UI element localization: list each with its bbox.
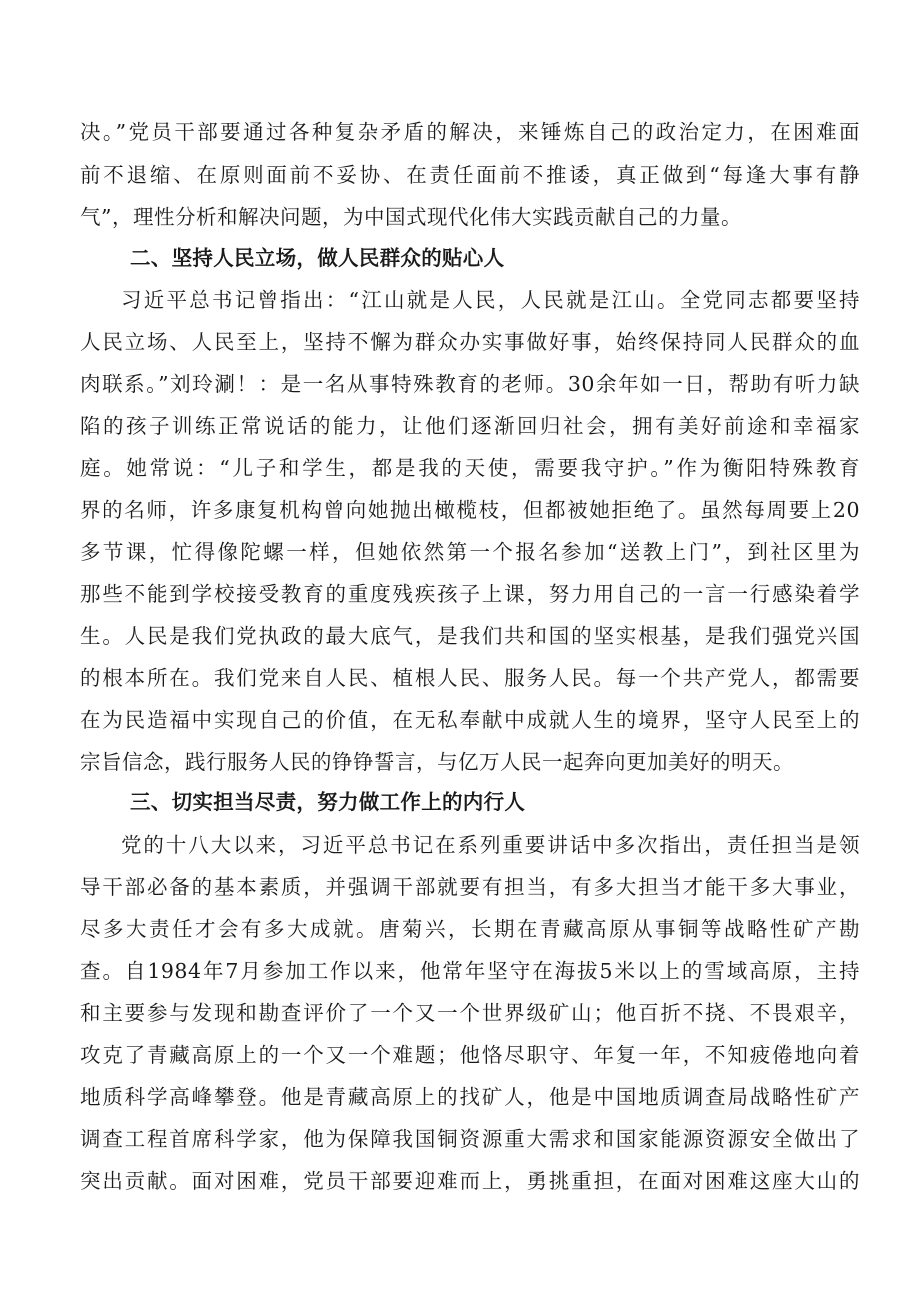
paragraph-line: 人民立场、人民至上，坚持不懈为群众办实事做好事，始终保持同人民群众的血 [80, 330, 860, 354]
paragraph-line: 那些不能到学校接受教育的重度残疾孩子上课，努力用自己的一言一行感染着学 [80, 582, 860, 606]
paragraph-line: 在为民造福中实现自己的价值，在无私奉献中成就人生的境界，坚守人民至上的 [80, 708, 860, 732]
paragraph-line: 生。人民是我们党执政的最大底气，是我们共和国的坚实根基，是我们强党兴国 [80, 624, 860, 648]
paragraph-line: 界的名师，许多康复机构曾向她抛出橄榄枝，但都被她拒绝了。虽然每周要上20 [80, 498, 860, 522]
paragraph-line: 肉联系。”刘玲涮！：是一名从事特殊教育的老师。30余年如一日，帮助有听力缺 [80, 372, 860, 396]
paragraph-line: 尽多大责任才会有多大成就。唐菊兴，长期在青藏高原从事铜等战略性矿产勘 [80, 917, 860, 941]
paragraph-line: 决。”党员干部要通过各种复杂矛盾的解决，来锤炼自己的政治定力，在困难面 [80, 120, 860, 144]
paragraph-line: 多节课，忙得像陀螺一样，但她依然第一个报名参加“送教上门”，到社区里为 [80, 540, 860, 564]
paragraph-line: 查。自1984年7月参加工作以来，他常年坚守在海拔5米以上的雪域高原，主持 [80, 959, 860, 983]
paragraph-line: 地质科学高峰攀登。他是青藏高原上的找矿人，他是中国地质调查局战略性矿产 [80, 1085, 860, 1109]
paragraph-line: 突出贡献。面对困难，党员干部要迎难而上，勇挑重担，在面对困难这座大山的 [80, 1169, 860, 1193]
paragraph-line: 导干部必备的基本素质，并强调干部就要有担当，有多大担当才能干多大事业， [80, 875, 860, 899]
paragraph-line: 党的十八大以来，习近平总书记在系列重要讲话中多次指出，责任担当是领 [121, 833, 860, 857]
paragraph-line: 调查工程首席科学家，他为保障我国铜资源重大需求和国家能源资源安全做出了 [80, 1127, 860, 1151]
paragraph-line: 庭。她常说：“儿子和学生，都是我的天使，需要我守护。”作为衡阳特殊教育 [80, 456, 860, 480]
paragraph-line: 气”，理性分析和解决问题，为中国式现代化伟大实践贡献自己的力量。 [80, 205, 742, 229]
section-heading: 三、切实担当尽责，努力做工作上的内行人 [130, 790, 526, 814]
paragraph-line: 和主要参与发现和勘查评价了一个又一个世界级矿山；他百折不挠、不畏艰辛， [80, 1001, 860, 1025]
paragraph-line: 宗旨信念，践行服务人民的铮铮誓言，与亿万人民一起奔向更加美好的明天。 [80, 750, 794, 774]
paragraph-line: 攻克了青藏高原上的一个又一个难题；他恪尽职守、年复一年，不知疲倦地向着 [80, 1043, 860, 1067]
paragraph-line: 的根本所在。我们党来自人民、植根人民、服务人民。每一个共产党人，都需要 [80, 666, 860, 690]
paragraph-line: 陷的孩子训练正常说话的能力，让他们逐渐回归社会，拥有美好前途和幸福家 [80, 414, 860, 438]
section-heading: 二、坚持人民立场，做人民群众的贴心人 [130, 246, 505, 270]
paragraph-line: 前不退缩、在原则面前不妥协、在责任面前不推诿，真正做到“每逢大事有静 [80, 163, 860, 187]
paragraph-line: 习近平总书记曾指出：“江山就是人民，人民就是江山。全党同志都要坚持 [121, 288, 860, 312]
